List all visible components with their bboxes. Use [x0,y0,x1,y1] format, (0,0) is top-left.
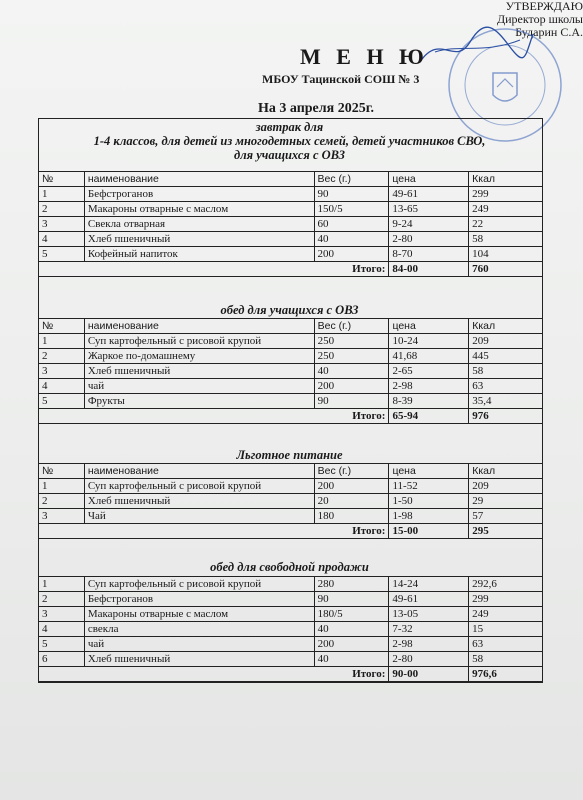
cell-price: 2-65 [389,364,469,379]
col-num: № [39,464,85,479]
cell-weight: 200 [314,379,389,394]
cell-name: Макароны отварные с маслом [84,202,314,217]
cell-name: Суп картофельный с рисовой крупой [84,577,314,592]
col-num: № [39,172,85,187]
cell-price: 8-70 [389,247,469,262]
total-kcal: 976,6 [469,667,543,682]
school-name: МБОУ Тацинской СОШ № 3 [262,72,420,86]
cell-num: 1 [39,334,85,349]
cell-weight: 90 [314,394,389,409]
cell-weight: 280 [314,577,389,592]
cell-num: 4 [39,232,85,247]
cell-kcal: 57 [469,509,543,524]
cell-kcal: 209 [469,334,543,349]
cell-num: 2 [39,494,85,509]
col-kcal: Ккал [469,319,543,334]
cell-name: Хлеб пшеничный [84,494,314,509]
col-name: наименование [84,319,314,334]
col-price: цена [389,172,469,187]
cell-weight: 60 [314,217,389,232]
cell-num: 2 [39,592,85,607]
col-price: цена [389,319,469,334]
cell-price: 49-61 [389,592,469,607]
table-header-row [39,319,543,334]
cell-name: Жаркое по-домашнему [84,349,314,364]
total-kcal: 295 [469,524,543,539]
total-row [39,409,543,424]
col-weight: Вес (г.) [314,172,389,187]
cell-weight: 20 [314,494,389,509]
cell-price: 14-24 [389,577,469,592]
cell-num: 4 [39,622,85,637]
cell-kcal: 445 [469,349,543,364]
col-name: наименование [84,464,314,479]
approve-line: УТВЕРЖДАЮ [505,0,583,13]
cell-kcal: 63 [469,637,543,652]
total-row [39,262,543,277]
total-row [39,667,543,682]
table-row [39,607,543,622]
free-sale-table [38,576,543,682]
cell-num: 1 [39,479,85,494]
cell-weight: 40 [314,364,389,379]
cell-num: 5 [39,637,85,652]
cell-kcal: 15 [469,622,543,637]
total-label: Итого: [39,409,389,424]
cell-weight: 40 [314,622,389,637]
approve-line: Бударин С.А. [515,25,583,39]
cell-kcal: 209 [469,479,543,494]
cell-weight: 90 [314,592,389,607]
cell-name: чай [84,379,314,394]
total-kcal: 976 [469,409,543,424]
cell-weight: 200 [314,247,389,262]
total-row [39,524,543,539]
col-kcal: Ккал [469,464,543,479]
cell-price: 7-32 [389,622,469,637]
table-header-row [39,172,543,187]
lgotnoe-title: Льготное питание [236,448,343,462]
table-row [39,364,543,379]
cell-name: Хлеб пшеничный [84,232,314,247]
cell-num: 1 [39,187,85,202]
cell-price: 13-65 [389,202,469,217]
table-header-row [39,464,543,479]
cell-num: 4 [39,379,85,394]
table-row [39,509,543,524]
cell-price: 10-24 [389,334,469,349]
col-num: № [39,319,85,334]
cell-kcal: 292,6 [469,577,543,592]
signature [415,22,535,72]
table-row [39,187,543,202]
total-price: 65-94 [389,409,469,424]
cell-weight: 40 [314,652,389,667]
cell-price: 13-05 [389,607,469,622]
cell-price: 8-39 [389,394,469,409]
col-weight: Вес (г.) [314,464,389,479]
cell-num: 3 [39,364,85,379]
breakfast-title-line: для учащихся с ОВЗ [234,148,345,162]
cell-kcal: 58 [469,364,543,379]
cell-name: чай [84,637,314,652]
table-row [39,394,543,409]
cell-name: Фрукты [84,394,314,409]
col-weight: Вес (г.) [314,319,389,334]
cell-kcal: 22 [469,217,543,232]
table-row [39,379,543,394]
lunch-ovz-table [38,318,543,424]
cell-kcal: 58 [469,652,543,667]
cell-kcal: 35,4 [469,394,543,409]
breakfast-table [38,171,543,277]
cell-weight: 180 [314,509,389,524]
cell-kcal: 299 [469,187,543,202]
table-row [39,577,543,592]
total-kcal: 760 [469,262,543,277]
cell-price: 9-24 [389,217,469,232]
cell-name: Кофейный напиток [84,247,314,262]
cell-name: Суп картофельный с рисовой крупой [84,334,314,349]
total-label: Итого: [39,667,389,682]
breakfast-title [38,120,541,162]
cell-num: 2 [39,349,85,364]
table-row [39,349,543,364]
cell-name: Бефстроганов [84,592,314,607]
table-row [39,592,543,607]
cell-price: 49-61 [389,187,469,202]
col-price: цена [389,464,469,479]
lgotnoe-table [38,463,543,539]
total-label: Итого: [39,524,389,539]
breakfast-title-line: 1-4 классов, для детей из многодетных семей, детей участников СВО, [93,134,486,148]
cell-weight: 40 [314,232,389,247]
lunch-ovz-title: обед для учащихся с ОВЗ [220,303,359,317]
cell-price: 2-80 [389,232,469,247]
cell-kcal: 249 [469,202,543,217]
cell-num: 3 [39,217,85,232]
cell-kcal: 63 [469,379,543,394]
table-row [39,334,543,349]
total-price: 84-00 [389,262,469,277]
cell-weight: 180/5 [314,607,389,622]
cell-kcal: 104 [469,247,543,262]
free-sale-title: обед для свободной продажи [210,560,369,574]
cell-name: Бефстроганов [84,187,314,202]
cell-price: 1-98 [389,509,469,524]
cell-name: свекла [84,622,314,637]
cell-kcal: 299 [469,592,543,607]
cell-kcal: 29 [469,494,543,509]
cell-price: 2-98 [389,379,469,394]
total-label: Итого: [39,262,389,277]
col-kcal: Ккал [469,172,543,187]
cell-num: 3 [39,607,85,622]
cell-name: Макароны отварные с маслом [84,607,314,622]
table-row [39,202,543,217]
cell-price: 2-80 [389,652,469,667]
table-row [39,247,543,262]
total-price: 90-00 [389,667,469,682]
col-name: наименование [84,172,314,187]
cell-weight: 90 [314,187,389,202]
cell-weight: 200 [314,637,389,652]
cell-price: 41,68 [389,349,469,364]
cell-name: Хлеб пшеничный [84,364,314,379]
table-row [39,217,543,232]
cell-num: 6 [39,652,85,667]
cell-weight: 250 [314,334,389,349]
table-row [39,232,543,247]
cell-name: Суп картофельный с рисовой крупой [84,479,314,494]
cell-weight: 200 [314,479,389,494]
cell-num: 2 [39,202,85,217]
cell-price: 1-50 [389,494,469,509]
table-row [39,494,543,509]
cell-weight: 150/5 [314,202,389,217]
cell-num: 5 [39,247,85,262]
cell-price: 11-52 [389,479,469,494]
menu-date: На 3 апреля 2025г. [258,101,374,116]
cell-kcal: 249 [469,607,543,622]
cell-name: Чай [84,509,314,524]
total-price: 15-00 [389,524,469,539]
table-row [39,622,543,637]
page-title: М Е Н Ю [300,44,429,69]
cell-num: 1 [39,577,85,592]
cell-num: 5 [39,394,85,409]
cell-num: 3 [39,509,85,524]
cell-weight: 250 [314,349,389,364]
breakfast-title-line: завтрак для [255,120,324,134]
table-row [39,637,543,652]
cell-name: Хлеб пшеничный [84,652,314,667]
approve-line: Директор школы [496,12,583,26]
table-row [39,479,543,494]
table-row [39,652,543,667]
cell-name: Свекла отварная [84,217,314,232]
cell-kcal: 58 [469,232,543,247]
cell-price: 2-98 [389,637,469,652]
